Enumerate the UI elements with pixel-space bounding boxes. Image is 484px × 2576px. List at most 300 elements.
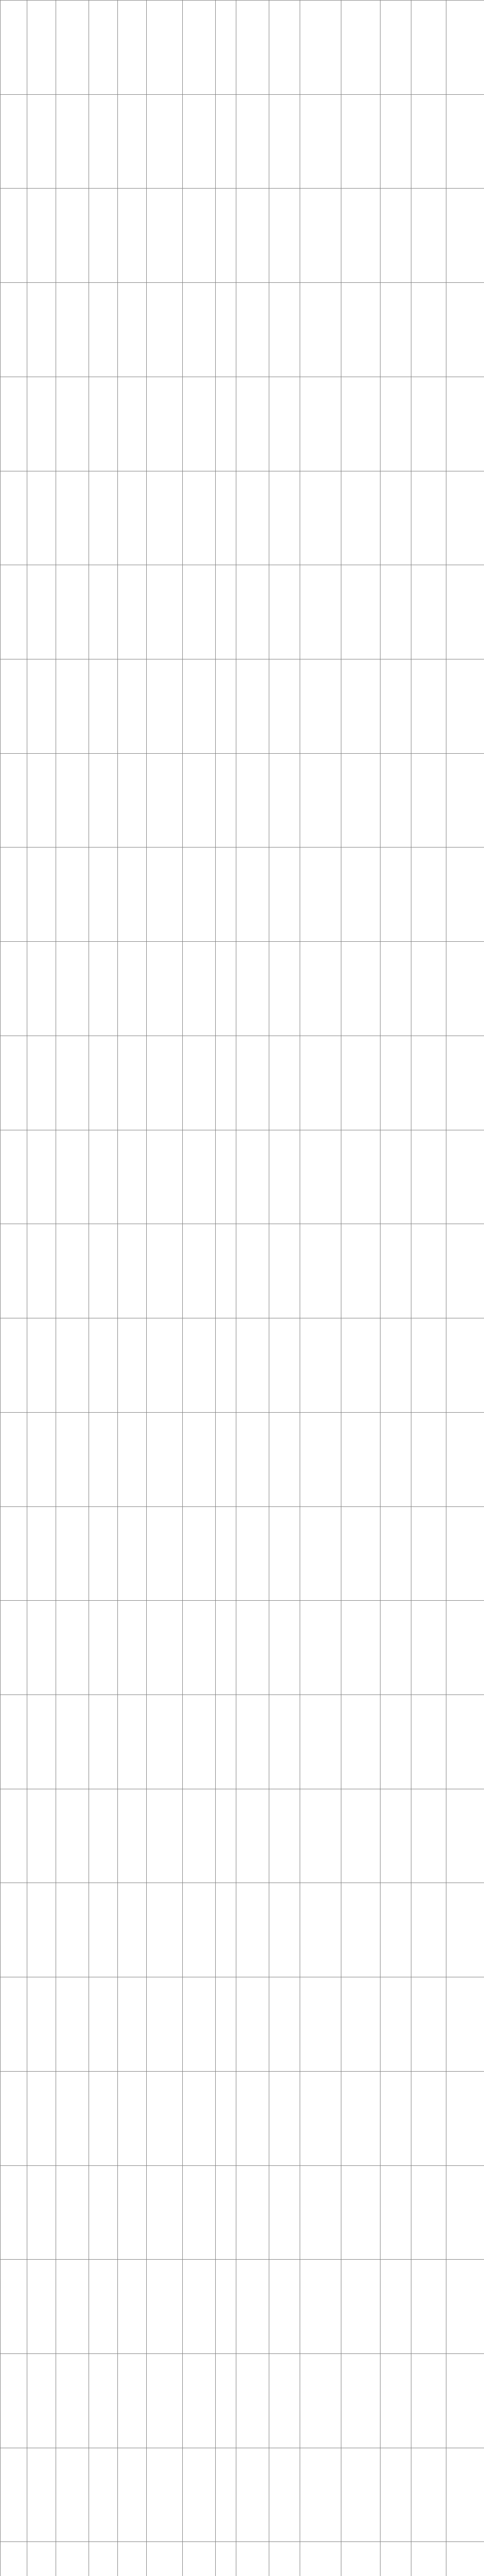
table-cell-c14: [411, 2542, 446, 2576]
table-cell-c12: [341, 1977, 381, 2072]
table-cell-c7: [183, 1, 216, 95]
table-cell-c13: [381, 2165, 411, 2260]
table-row: [1, 377, 484, 471]
table-cell-c8: [216, 1694, 236, 1789]
table-cell-c12: [341, 1694, 381, 1789]
table-cell-c7: [183, 659, 216, 754]
table-cell-c2: [27, 1224, 56, 1318]
table-cell-c12: [341, 2165, 381, 2260]
table-cell-c11: [300, 942, 341, 1036]
table-cell-c12: [341, 565, 381, 659]
table-cell-c4: [89, 2448, 118, 2542]
table-cell-c7: [183, 848, 216, 942]
table-cell-c5: [118, 942, 147, 1036]
table-cell-c6: [147, 1789, 183, 1883]
table-cell-c8: [216, 2165, 236, 2260]
table-cell-c8: [216, 1318, 236, 1413]
table-cell-c8: [216, 1036, 236, 1130]
table-cell-c2: [27, 2260, 56, 2354]
table-cell-c14: [411, 2165, 446, 2260]
table-cell-c8: [216, 94, 236, 189]
table-cell-c10: [269, 1601, 300, 1695]
table-cell-c7: [183, 94, 216, 189]
table-cell-c5: [118, 753, 147, 848]
table-cell-c6: [147, 1412, 183, 1506]
table-cell-c6: [147, 2542, 183, 2576]
table-cell-c13: [381, 377, 411, 471]
table-cell-c12: [341, 1506, 381, 1601]
table-cell-c1: [1, 2353, 27, 2448]
table-cell-c3: [56, 2071, 89, 2165]
table-cell-c2: [27, 1412, 56, 1506]
table-cell-c10: [269, 848, 300, 942]
table-cell-c15: [446, 1130, 484, 1224]
table-cell-c15: [446, 942, 484, 1036]
table-cell-c10: [269, 1036, 300, 1130]
table-cell-c13: [381, 1977, 411, 2072]
table-cell-c3: [56, 1694, 89, 1789]
table-cell-c7: [183, 1130, 216, 1224]
table-cell-c2: [27, 565, 56, 659]
table-cell-c9: [236, 189, 269, 283]
table-cell-c1: [1, 1, 27, 95]
table-row: [1, 942, 484, 1036]
table-cell-c11: [300, 2353, 341, 2448]
table-cell-c15: [446, 1694, 484, 1789]
table-cell-c1: [1, 1506, 27, 1601]
table-row: [1, 283, 484, 377]
table-cell-c10: [269, 942, 300, 1036]
table-row: [1, 1036, 484, 1130]
table-cell-c4: [89, 1130, 118, 1224]
table-cell-c11: [300, 1977, 341, 2072]
table-cell-c9: [236, 2260, 269, 2354]
table-cell-c14: [411, 1224, 446, 1318]
table-cell-c13: [381, 659, 411, 754]
table-cell-c10: [269, 1, 300, 95]
table-cell-c3: [56, 2165, 89, 2260]
table-cell-c8: [216, 1789, 236, 1883]
table-cell-c8: [216, 1224, 236, 1318]
table-cell-c11: [300, 2165, 341, 2260]
table-cell-c4: [89, 94, 118, 189]
table-cell-c11: [300, 283, 341, 377]
table-cell-c5: [118, 94, 147, 189]
table-cell-c13: [381, 1224, 411, 1318]
table-cell-c14: [411, 94, 446, 189]
table-cell-c1: [1, 753, 27, 848]
table-cell-c4: [89, 1224, 118, 1318]
table-cell-c15: [446, 1, 484, 95]
table-cell-c11: [300, 1883, 341, 1977]
table-cell-c10: [269, 2542, 300, 2576]
table-cell-c3: [56, 1, 89, 95]
table-cell-c4: [89, 1506, 118, 1601]
table-cell-c7: [183, 189, 216, 283]
table-cell-c10: [269, 1412, 300, 1506]
table-row: [1, 1694, 484, 1789]
table-row: [1, 2353, 484, 2448]
table-cell-c6: [147, 1224, 183, 1318]
table-cell-c7: [183, 565, 216, 659]
table-cell-c11: [300, 1318, 341, 1413]
table-cell-c6: [147, 1318, 183, 1413]
table-cell-c15: [446, 471, 484, 565]
table-cell-c9: [236, 1601, 269, 1695]
table-cell-c12: [341, 283, 381, 377]
table-cell-c13: [381, 565, 411, 659]
table-cell-c8: [216, 2448, 236, 2542]
table-row: [1, 2165, 484, 2260]
table-cell-c6: [147, 1, 183, 95]
table-cell-c8: [216, 471, 236, 565]
table-cell-c10: [269, 2071, 300, 2165]
table-cell-c10: [269, 1224, 300, 1318]
table-cell-c13: [381, 2448, 411, 2542]
table-cell-c5: [118, 2071, 147, 2165]
table-cell-c10: [269, 753, 300, 848]
table-cell-c2: [27, 753, 56, 848]
table-cell-c8: [216, 1977, 236, 2072]
table-cell-c10: [269, 565, 300, 659]
table-cell-c6: [147, 2353, 183, 2448]
table-cell-c14: [411, 753, 446, 848]
table-row: [1, 1130, 484, 1224]
table-cell-c7: [183, 2071, 216, 2165]
table-cell-c9: [236, 1694, 269, 1789]
table-cell-c2: [27, 1, 56, 95]
table-cell-c11: [300, 1789, 341, 1883]
table-cell-c7: [183, 2260, 216, 2354]
table-cell-c4: [89, 942, 118, 1036]
table-cell-c13: [381, 1694, 411, 1789]
table-cell-c7: [183, 1977, 216, 2072]
table-cell-c8: [216, 377, 236, 471]
table-cell-c13: [381, 1883, 411, 1977]
table-row: [1, 2542, 484, 2576]
table-cell-c12: [341, 2353, 381, 2448]
table-cell-c5: [118, 1224, 147, 1318]
table-cell-c4: [89, 471, 118, 565]
table-cell-c15: [446, 189, 484, 283]
table-body: [1, 1, 484, 2576]
table-cell-c11: [300, 1036, 341, 1130]
table-cell-c10: [269, 189, 300, 283]
table-cell-c15: [446, 1224, 484, 1318]
table-cell-c5: [118, 1601, 147, 1695]
table-cell-c6: [147, 848, 183, 942]
table-cell-c12: [341, 1412, 381, 1506]
table-cell-c1: [1, 283, 27, 377]
table-cell-c14: [411, 659, 446, 754]
table-cell-c14: [411, 1789, 446, 1883]
table-cell-c13: [381, 1, 411, 95]
table-cell-c8: [216, 659, 236, 754]
table-cell-c13: [381, 2353, 411, 2448]
table-cell-c2: [27, 189, 56, 283]
table-cell-c8: [216, 2260, 236, 2354]
table-cell-c4: [89, 2071, 118, 2165]
table-cell-c8: [216, 1601, 236, 1695]
table-cell-c10: [269, 377, 300, 471]
table-cell-c11: [300, 189, 341, 283]
table-cell-c10: [269, 659, 300, 754]
table-cell-c13: [381, 94, 411, 189]
table-cell-c5: [118, 1130, 147, 1224]
table-cell-c9: [236, 2353, 269, 2448]
table-cell-c2: [27, 471, 56, 565]
table-cell-c15: [446, 1977, 484, 2072]
table-cell-c4: [89, 1318, 118, 1413]
table-cell-c5: [118, 1789, 147, 1883]
table-cell-c5: [118, 471, 147, 565]
table-cell-c7: [183, 283, 216, 377]
table-cell-c15: [446, 377, 484, 471]
table-cell-c10: [269, 94, 300, 189]
table-cell-c13: [381, 1789, 411, 1883]
table-cell-c10: [269, 2165, 300, 2260]
table-cell-c11: [300, 848, 341, 942]
table-cell-c13: [381, 942, 411, 1036]
table-cell-c11: [300, 1506, 341, 1601]
table-cell-c14: [411, 1601, 446, 1695]
table-cell-c5: [118, 1, 147, 95]
table-cell-c7: [183, 942, 216, 1036]
table-cell-c8: [216, 1130, 236, 1224]
table-cell-c5: [118, 1318, 147, 1413]
table-cell-c6: [147, 1694, 183, 1789]
table-cell-c15: [446, 94, 484, 189]
table-cell-c10: [269, 471, 300, 565]
table-cell-c9: [236, 1506, 269, 1601]
table-cell-c9: [236, 2542, 269, 2576]
table-cell-c7: [183, 2353, 216, 2448]
table-cell-c3: [56, 189, 89, 283]
table-cell-c4: [89, 1601, 118, 1695]
table-cell-c13: [381, 1506, 411, 1601]
table-cell-c15: [446, 283, 484, 377]
table-cell-c6: [147, 94, 183, 189]
table-cell-c9: [236, 659, 269, 754]
table-cell-c11: [300, 2542, 341, 2576]
table-cell-c15: [446, 2071, 484, 2165]
table-cell-c5: [118, 2542, 147, 2576]
table-cell-c6: [147, 1506, 183, 1601]
table-cell-c14: [411, 942, 446, 1036]
table-cell-c9: [236, 94, 269, 189]
table-cell-c12: [341, 471, 381, 565]
table-cell-c15: [446, 2353, 484, 2448]
table-cell-c15: [446, 1506, 484, 1601]
table-cell-c12: [341, 1036, 381, 1130]
table-cell-c2: [27, 1130, 56, 1224]
table-cell-c13: [381, 2542, 411, 2576]
table-row: [1, 2448, 484, 2542]
table-cell-c4: [89, 1977, 118, 2072]
table-cell-c1: [1, 848, 27, 942]
table-cell-c8: [216, 565, 236, 659]
table-cell-c9: [236, 1412, 269, 1506]
table-cell-c3: [56, 1224, 89, 1318]
table-cell-c4: [89, 1036, 118, 1130]
table-cell-c15: [446, 1318, 484, 1413]
table-row: [1, 94, 484, 189]
table-cell-c6: [147, 1977, 183, 2072]
table-cell-c7: [183, 2448, 216, 2542]
table-cell-c2: [27, 2071, 56, 2165]
table-cell-c1: [1, 659, 27, 754]
table-cell-c9: [236, 1, 269, 95]
table-cell-c2: [27, 2448, 56, 2542]
table-cell-c14: [411, 1412, 446, 1506]
table-cell-c10: [269, 1694, 300, 1789]
table-cell-c9: [236, 1224, 269, 1318]
table-cell-c2: [27, 942, 56, 1036]
table-cell-c5: [118, 2260, 147, 2354]
table-cell-c6: [147, 2448, 183, 2542]
table-cell-c5: [118, 659, 147, 754]
table-cell-c8: [216, 1883, 236, 1977]
table-cell-c2: [27, 1789, 56, 1883]
table-cell-c13: [381, 1318, 411, 1413]
table-cell-c8: [216, 2353, 236, 2448]
table-cell-c2: [27, 2353, 56, 2448]
table-cell-c9: [236, 1318, 269, 1413]
table-cell-c7: [183, 377, 216, 471]
table-cell-c3: [56, 1977, 89, 2072]
table-cell-c1: [1, 1977, 27, 2072]
table-cell-c5: [118, 189, 147, 283]
table-cell-c4: [89, 2260, 118, 2354]
table-cell-c15: [446, 1412, 484, 1506]
table-cell-c1: [1, 2260, 27, 2354]
table-cell-c4: [89, 848, 118, 942]
table-cell-c6: [147, 2071, 183, 2165]
table-cell-c14: [411, 848, 446, 942]
table-cell-c8: [216, 283, 236, 377]
table-cell-c7: [183, 1694, 216, 1789]
table-cell-c15: [446, 753, 484, 848]
table-cell-c12: [341, 1, 381, 95]
table-cell-c1: [1, 565, 27, 659]
table-cell-c13: [381, 1412, 411, 1506]
table-cell-c3: [56, 565, 89, 659]
table-cell-c12: [341, 1224, 381, 1318]
table-cell-c1: [1, 2165, 27, 2260]
table-cell-c10: [269, 2260, 300, 2354]
table-cell-c8: [216, 1, 236, 95]
table-row: [1, 189, 484, 283]
table-cell-c9: [236, 848, 269, 942]
table-cell-c15: [446, 1601, 484, 1695]
table-cell-c14: [411, 1130, 446, 1224]
table-cell-c11: [300, 753, 341, 848]
table-cell-c5: [118, 848, 147, 942]
table-cell-c1: [1, 1224, 27, 1318]
table-cell-c6: [147, 283, 183, 377]
table-row: [1, 1883, 484, 1977]
table-cell-c11: [300, 1601, 341, 1695]
table-cell-c2: [27, 1883, 56, 1977]
table-cell-c6: [147, 377, 183, 471]
table-cell-c15: [446, 848, 484, 942]
table-cell-c7: [183, 1412, 216, 1506]
table-cell-c8: [216, 1506, 236, 1601]
table-cell-c13: [381, 189, 411, 283]
table-cell-c14: [411, 283, 446, 377]
table-cell-c4: [89, 2542, 118, 2576]
table-cell-c12: [341, 848, 381, 942]
table-cell-c1: [1, 942, 27, 1036]
table-cell-c2: [27, 283, 56, 377]
table-cell-c4: [89, 377, 118, 471]
table-cell-c4: [89, 283, 118, 377]
table-cell-c1: [1, 1036, 27, 1130]
table-cell-c3: [56, 1318, 89, 1413]
table-cell-c1: [1, 1412, 27, 1506]
table-cell-c3: [56, 2542, 89, 2576]
table-cell-c10: [269, 1883, 300, 1977]
table-cell-c15: [446, 2542, 484, 2576]
table-cell-c9: [236, 2071, 269, 2165]
table-cell-c9: [236, 283, 269, 377]
table-cell-c4: [89, 565, 118, 659]
table-row: [1, 659, 484, 754]
table-cell-c4: [89, 659, 118, 754]
table-cell-c3: [56, 659, 89, 754]
table-cell-c12: [341, 1318, 381, 1413]
table-cell-c15: [446, 2165, 484, 2260]
table-cell-c7: [183, 1318, 216, 1413]
table-cell-c15: [446, 565, 484, 659]
table-cell-c15: [446, 1036, 484, 1130]
table-cell-c12: [341, 1883, 381, 1977]
table-cell-c1: [1, 94, 27, 189]
table-cell-c9: [236, 753, 269, 848]
table-cell-c2: [27, 1977, 56, 2072]
table-cell-c14: [411, 1506, 446, 1601]
table-cell-c7: [183, 2542, 216, 2576]
table-cell-c10: [269, 1789, 300, 1883]
table-cell-c6: [147, 942, 183, 1036]
table-cell-c10: [269, 1130, 300, 1224]
table-cell-c5: [118, 1883, 147, 1977]
table-cell-c9: [236, 1977, 269, 2072]
table-cell-c4: [89, 1, 118, 95]
table-cell-c5: [118, 1506, 147, 1601]
table-cell-c3: [56, 753, 89, 848]
table-cell-c3: [56, 848, 89, 942]
table-cell-c11: [300, 377, 341, 471]
table-cell-c2: [27, 1694, 56, 1789]
table-cell-c1: [1, 2448, 27, 2542]
table-cell-c1: [1, 2542, 27, 2576]
table-cell-c12: [341, 1789, 381, 1883]
table-cell-c9: [236, 1036, 269, 1130]
table-cell-c9: [236, 942, 269, 1036]
table-cell-c8: [216, 942, 236, 1036]
table-cell-c13: [381, 283, 411, 377]
table-cell-c5: [118, 2165, 147, 2260]
table-cell-c2: [27, 1318, 56, 1413]
table-cell-c13: [381, 1036, 411, 1130]
table-cell-c13: [381, 1130, 411, 1224]
table-row: [1, 753, 484, 848]
table-cell-c4: [89, 1883, 118, 1977]
table-cell-c14: [411, 1318, 446, 1413]
table-cell-c8: [216, 753, 236, 848]
table-cell-c7: [183, 471, 216, 565]
